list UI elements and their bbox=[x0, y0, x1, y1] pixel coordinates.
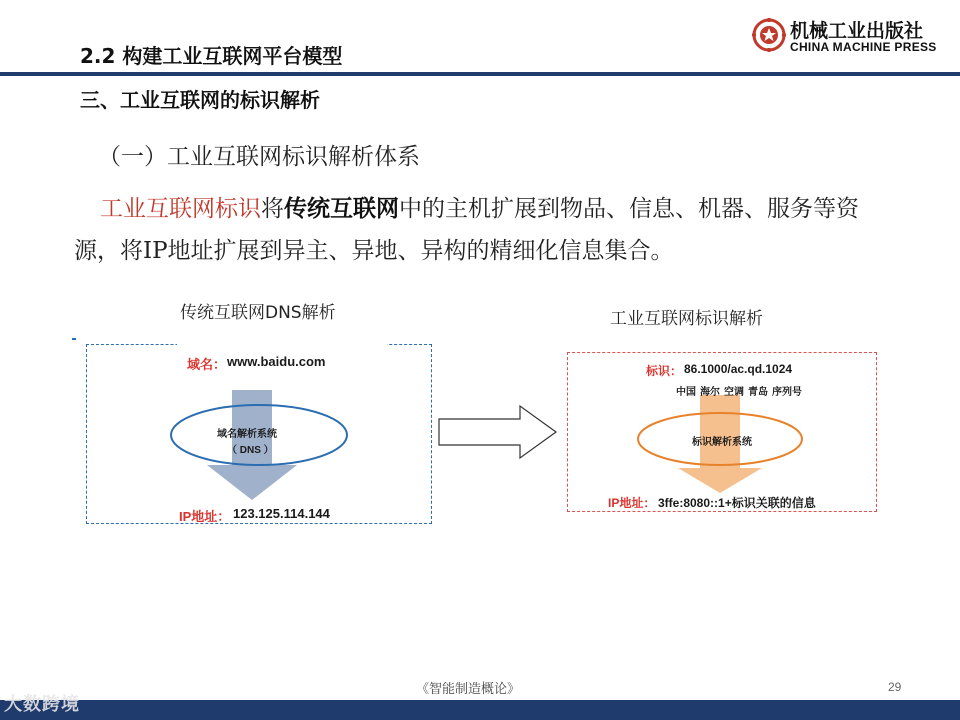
publisher-emblem-icon bbox=[752, 18, 786, 52]
dns-system-name: 域名解析系统 bbox=[217, 429, 277, 440]
dns-ip-label: IP地址： bbox=[179, 509, 231, 524]
footer-bar bbox=[0, 700, 960, 720]
term-industrial-identifier: 工业互联网标识 bbox=[100, 196, 261, 222]
industrial-id-part-serial: 序列号 bbox=[772, 387, 802, 398]
watermark: 大数跨境 bbox=[4, 694, 80, 715]
dns-domain-value: www.baidu.com bbox=[227, 354, 326, 369]
section-heading: （一）工业互联网标识解析体系 bbox=[98, 144, 420, 170]
body-paragraph bbox=[74, 188, 894, 272]
industrial-ip-label: IP地址： bbox=[608, 496, 656, 510]
slide-title: 2.2 构建工业互联网平台模型 bbox=[80, 44, 343, 68]
left-diagram-caption: 传统互联网DNS解析 bbox=[180, 303, 336, 323]
industrial-ip-value: 3ffe:8080::1+标识关联的信息 bbox=[658, 496, 816, 510]
industrial-id-label: 标识： bbox=[646, 364, 683, 378]
publisher-name-en: CHINA MACHINE PRESS bbox=[790, 40, 937, 54]
dns-system-abbr: （ DNS ） bbox=[227, 445, 274, 456]
paragraph-text-1: 将 bbox=[261, 196, 284, 222]
transition-arrow-icon bbox=[438, 404, 558, 460]
industrial-id-diagram-box bbox=[567, 352, 877, 512]
page-number: 29 bbox=[888, 680, 902, 694]
industrial-id-part-company: 海尔 bbox=[700, 387, 720, 398]
paragraph-text-2: 中的主机扩展到物品、信息、机器、服务等资源，将IP地址扩展到异主、异地、异构的精细化信息集合。 bbox=[74, 196, 859, 264]
right-diagram-caption: 工业互联网标识解析 bbox=[610, 309, 763, 329]
industrial-id-value: 86.1000/ac.qd.1024 bbox=[684, 362, 793, 376]
industrial-id-part-country: 中国 bbox=[676, 387, 696, 398]
term-traditional-internet: 传统互联网 bbox=[284, 195, 399, 222]
slide-subtitle: 三、工业互联网的标识解析 bbox=[80, 88, 320, 112]
dns-diagram-box bbox=[86, 344, 432, 524]
industrial-id-part-product: 空调 bbox=[724, 387, 744, 398]
publisher-logo bbox=[752, 14, 952, 58]
industrial-id-part-city: 青岛 bbox=[748, 387, 768, 398]
footer-book-title: 《智能制造概论》 bbox=[416, 682, 521, 697]
header-divider bbox=[0, 72, 960, 76]
dns-domain-label: 域名： bbox=[187, 357, 227, 372]
left-box-marker bbox=[72, 338, 76, 340]
publisher-name-cn: 机械工业出版社 bbox=[790, 20, 924, 42]
dns-ip-value: 123.125.114.144 bbox=[233, 506, 330, 521]
industrial-system-name: 标识解析系统 bbox=[692, 437, 752, 448]
